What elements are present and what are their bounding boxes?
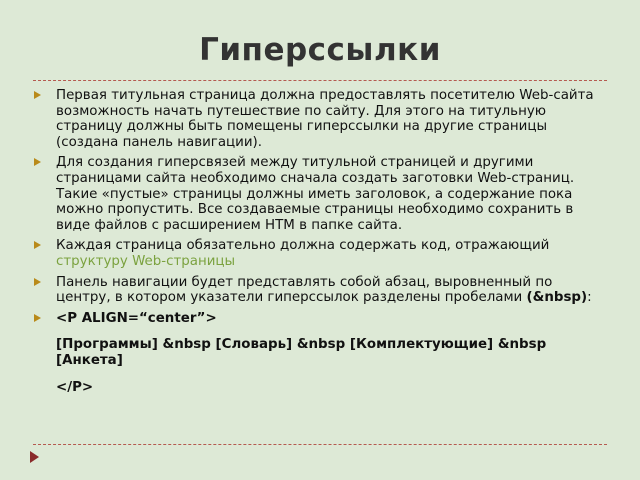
bullet-icon: [34, 158, 41, 166]
code-open-tag: <P ALIGN=“center”>: [56, 310, 217, 326]
slide-content: [34, 88, 604, 400]
footer-divider: [33, 444, 607, 445]
item-text: Первая титульная страница должна предоставлять посетителю Web-сайта возможность начать путешествие по сайту. Для этого на титульную страницу должны быть помещены гиперссылки на другие страницы (создана панель навигации).: [56, 88, 594, 150]
list-item: [34, 155, 604, 233]
next-slide-arrow-icon[interactable]: [30, 451, 39, 463]
bullet-icon: [34, 91, 41, 99]
list-item: [34, 88, 604, 150]
item-text: Для создания гиперсвязей между титульной страницей и другими страницами сайта необходимо сначала создать заготовки Web-страниц. Такие «пустые» страницы должны иметь заголовок, а содержание пока можно пропустить. Все создаваемые страницы необходимо сохранить в виде файлов с расширением HTM в папке сайта.: [56, 155, 575, 233]
title-divider: [33, 80, 607, 81]
code-nav-line: [Программы] &nbsp [Словарь] &nbsp [Комплектующие] &nbsp [Анкета]: [56, 337, 547, 368]
page-structure-link[interactable]: структуру Web-страницы: [56, 253, 236, 269]
nbsp-code: (&nbsp): [526, 290, 588, 306]
bullet-icon: [34, 241, 41, 249]
list-item: [34, 275, 604, 306]
list-item: [34, 311, 604, 395]
item-text: Панель навигации будет представлять собой абзац, выровненный по центру, в котором указатели гиперссылок разделены пробелами: [56, 274, 553, 306]
slide-title: Гиперссылки: [199, 32, 441, 68]
list-item: [34, 238, 604, 269]
code-close-tag: </P>: [56, 379, 94, 395]
item-text: Каждая страница обязательно должна содержать код, отражающий: [56, 238, 550, 254]
item-suffix: :: [587, 290, 592, 306]
bullet-icon: [34, 314, 41, 322]
bullet-icon: [34, 278, 41, 286]
